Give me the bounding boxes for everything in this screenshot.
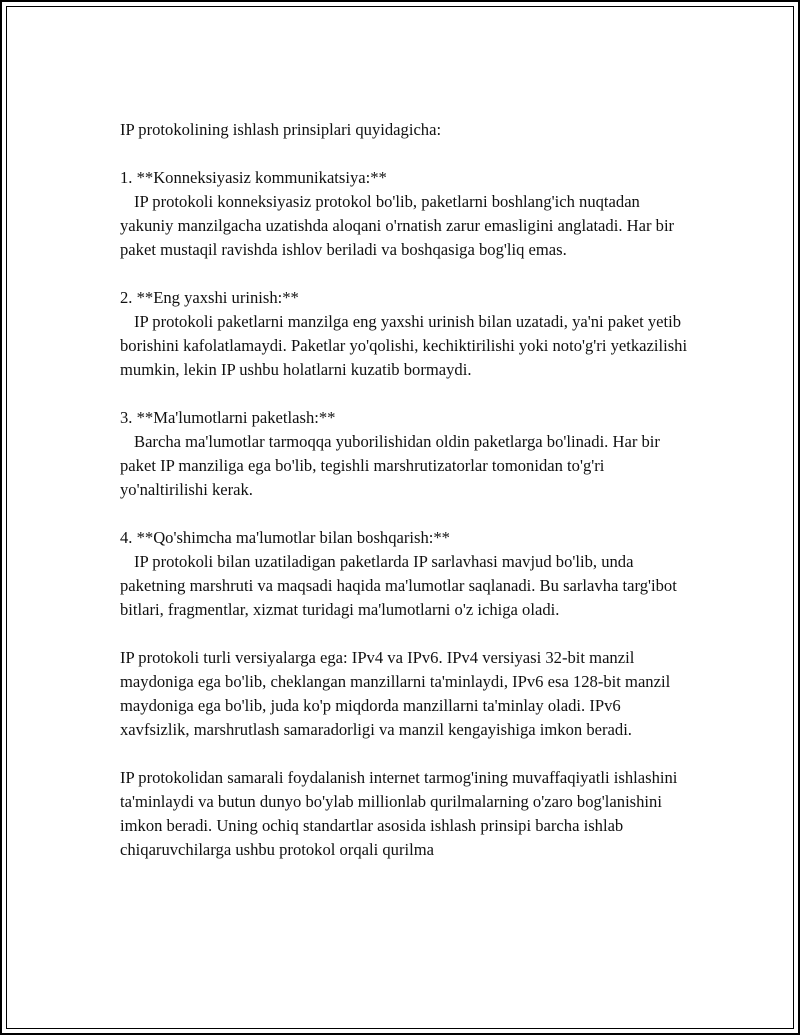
list-item — [120, 286, 690, 382]
versions-paragraph: IP protokoli turli versiyalarga ega: IPv4 va IPv6. IPv4 versiyasi 32-bit manzil maydoniga ega bo'lib, cheklangan manzillarni ta'minlaydi, IPv6 esa 128-bit manzil maydoniga ega bo'lib, juda ko'p miqdorda manzillarni ta'minlay oladi. IPv6 xavfsizlik, marshrutlash samaradorligi va manzil kengayishiga imkon beradi. — [120, 648, 671, 739]
list-item — [120, 406, 690, 502]
item-body: Barcha ma'lumotlar tarmoqqa yuborilishidan oldin paketlarga bo'linadi. Har bir paket IP manziliga ega bo'lib, tegishli marshrutizatorlar tomonidan to'g'ri yo'naltirilishi kerak. — [120, 432, 660, 499]
document-body — [120, 118, 690, 886]
item-body: IP protokoli konneksiyasiz protokol bo'lib, paketlarni boshlang'ich nuqtadan yakuniy manzilgacha uzatishda aloqani o'rnatish zarur emasligini anglatadi. Har bir paket mustaqil ravishda ishlov beriladi va boshqasiga bog'liq emas. — [120, 192, 675, 259]
item-body: IP protokoli bilan uzatiladigan paketlarda IP sarlavhasi mavjud bo'lib, unda paketning marshruti va maqsadi haqida ma'lumotlar saqlanadi. Bu sarlavha targ'ibot bitlari, fragmentlar, xizmat turidagi ma'lumotlarni o'z ichiga oladi. — [120, 552, 677, 619]
item-heading: 3. **Ma'lumotlarni paketlash:** — [120, 408, 336, 427]
item-body: IP protokoli paketlarni manzilga eng yaxshi urinish bilan uzatadi, ya'ni paket yetib borishini kafolatlamaydi. Paketlar yo'qolishi, kechiktirilishi yoki noto'g'ri yetkazilishi mumkin, lekin IP ushbu holatlarni kuzatib bormaydi. — [120, 312, 688, 379]
list-item — [120, 526, 690, 622]
item-heading: 4. **Qo'shimcha ma'lumotlar bilan boshqarish:** — [120, 528, 450, 547]
intro-paragraph: IP protokolining ishlash prinsiplari quyidagicha: — [120, 120, 442, 139]
list-item — [120, 166, 690, 262]
item-heading: 1. **Konneksiyasiz kommunikatsiya:** — [120, 168, 387, 187]
item-heading: 2. **Eng yaxshi urinish:** — [120, 288, 299, 307]
closing-paragraph: IP protokolidan samarali foydalanish internet tarmog'ining muvaffaqiyatli ishlashini ta'minlaydi va butun dunyo bo'ylab millionlab qurilmalarning o'zaro bog'lanishini imkon beradi. Uning ochiq standartlar asosida ishlash prinsipi barcha ishlab chiqaruvchilarga ushbu protokol orqali qurilma — [120, 768, 678, 859]
